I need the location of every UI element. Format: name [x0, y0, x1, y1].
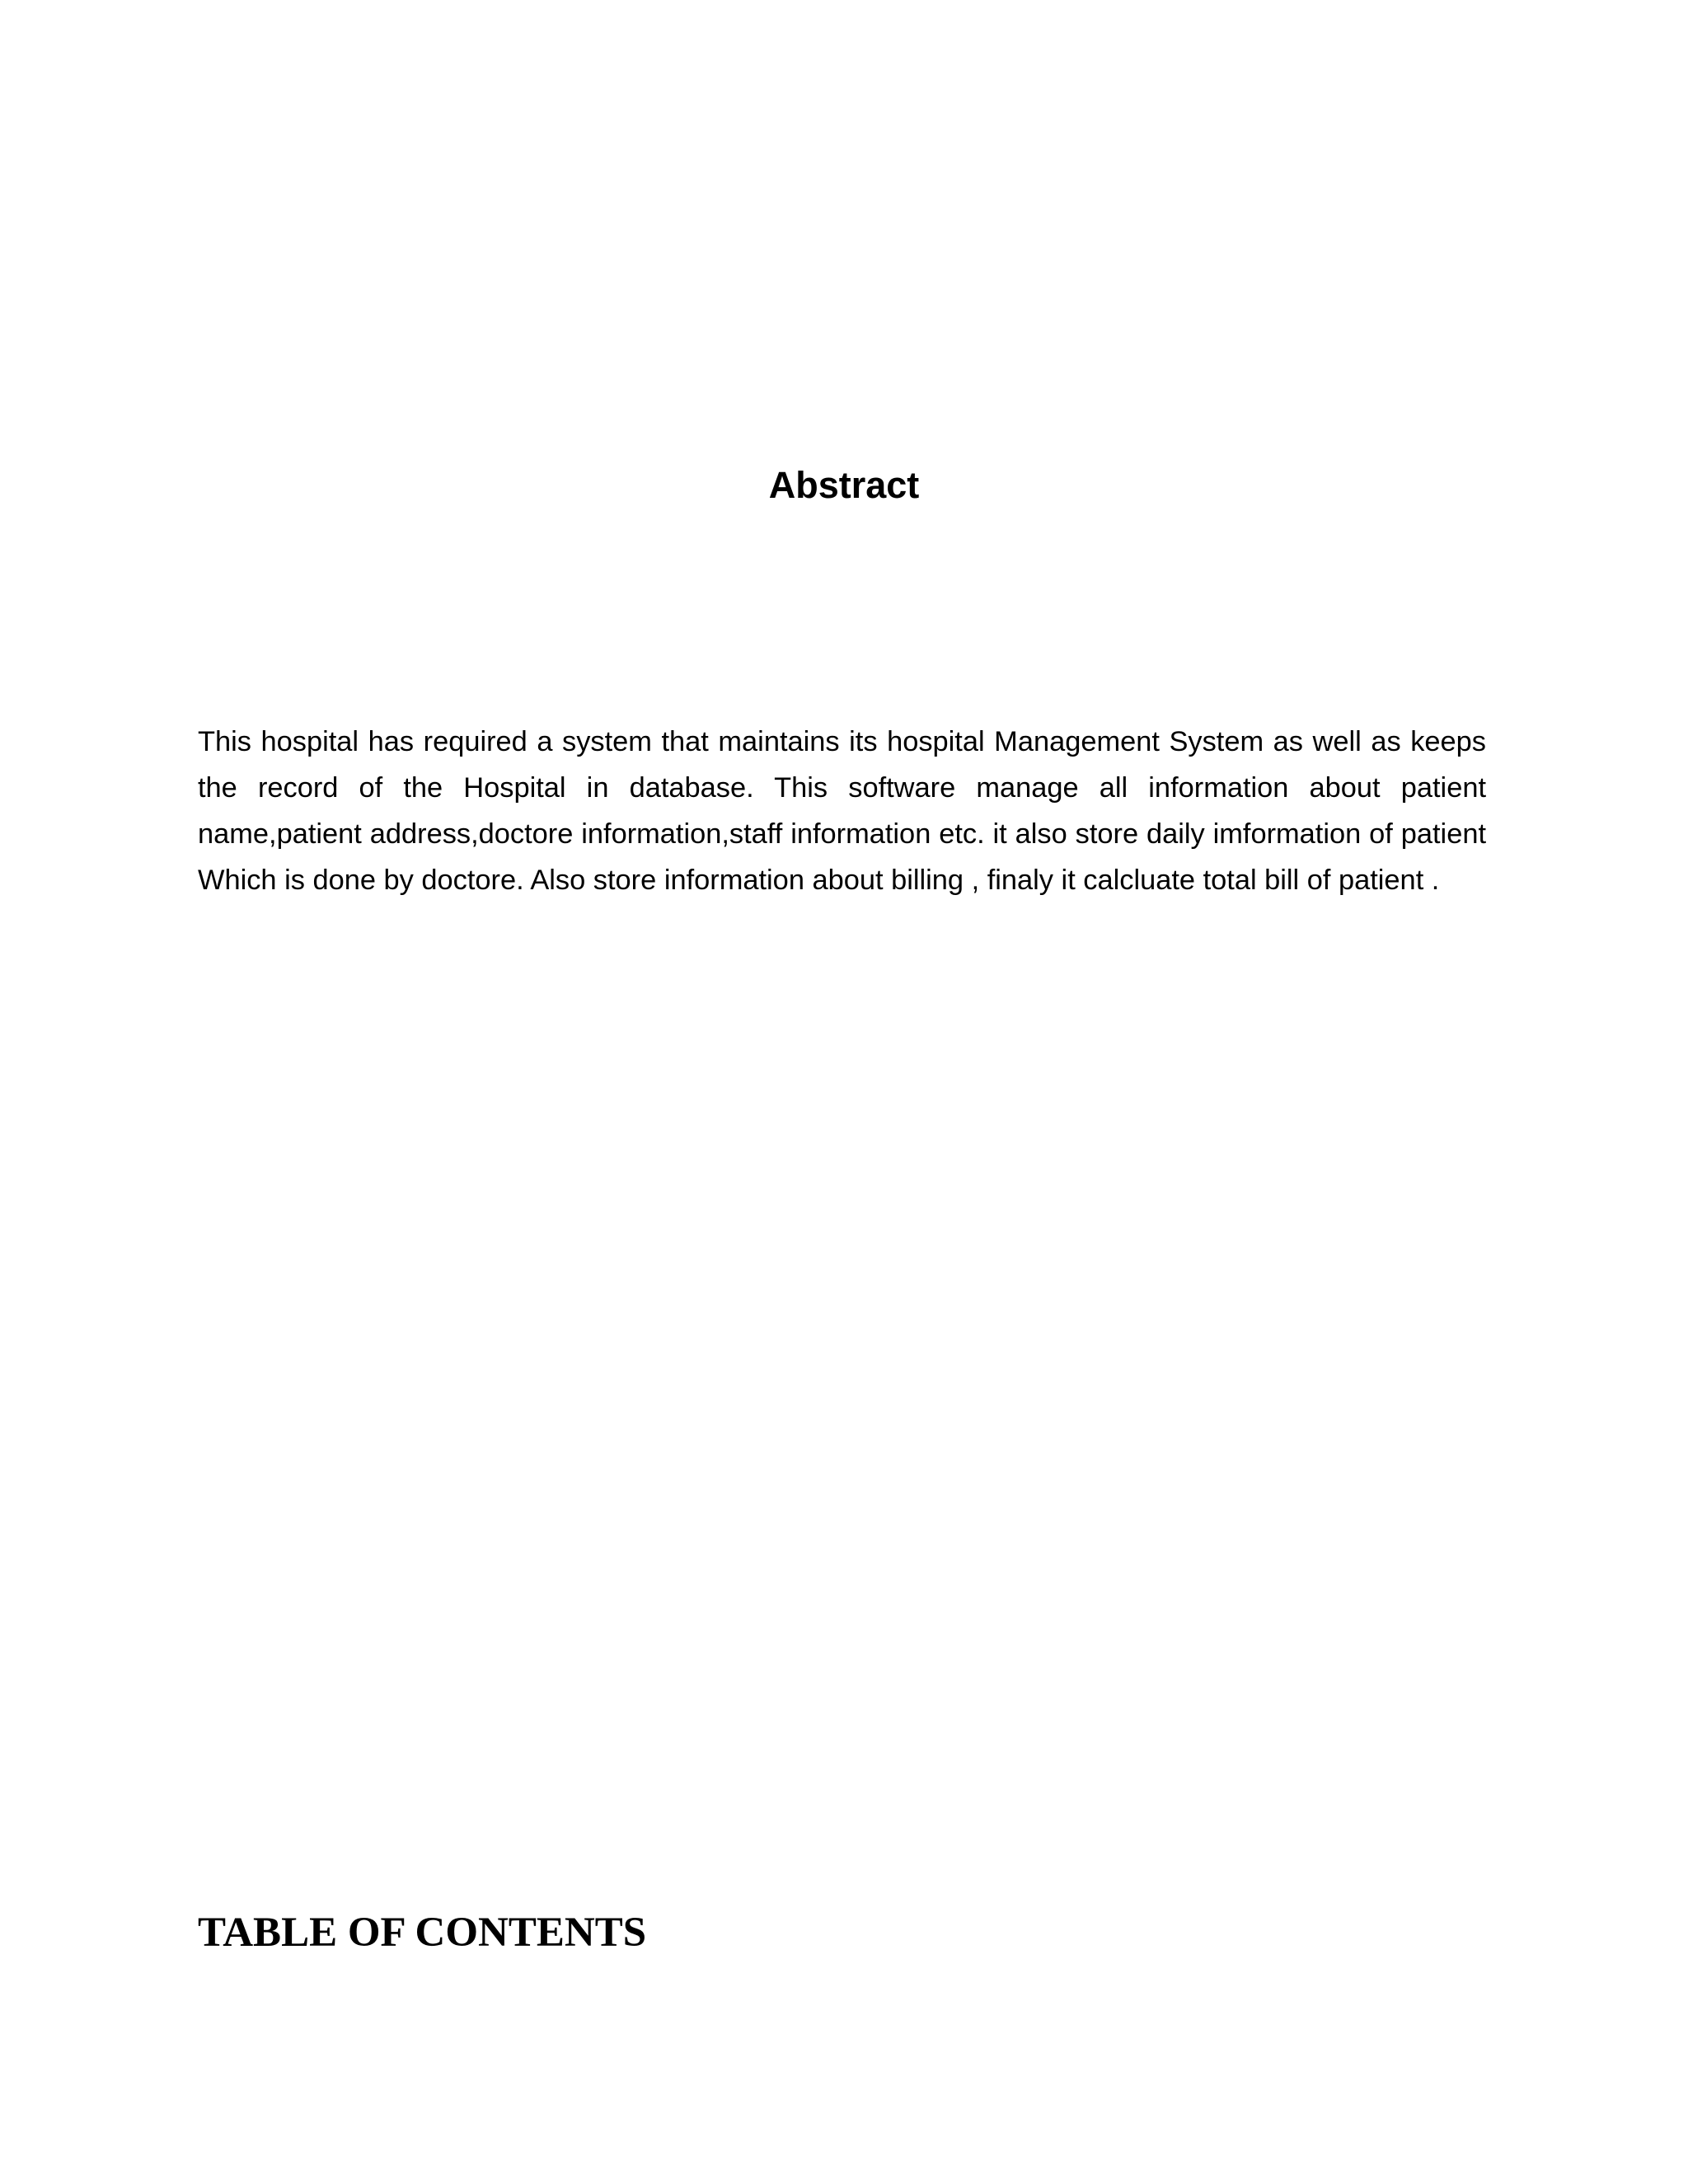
table-of-contents-heading: TABLE OF CONTENTS: [198, 1910, 647, 1956]
abstract-heading: Abstract: [768, 464, 920, 506]
abstract-paragraph: This hospital has required a system that maintains its hospital Management System as well as keeps the record of the Hospital in database. This software manage all information about patient name,patient address,doctore information,staff information etc. it also store daily imformation of patient Which is done by doctore. Also store information about billing , finaly it calcluate total bill of patient .: [198, 726, 1486, 896]
